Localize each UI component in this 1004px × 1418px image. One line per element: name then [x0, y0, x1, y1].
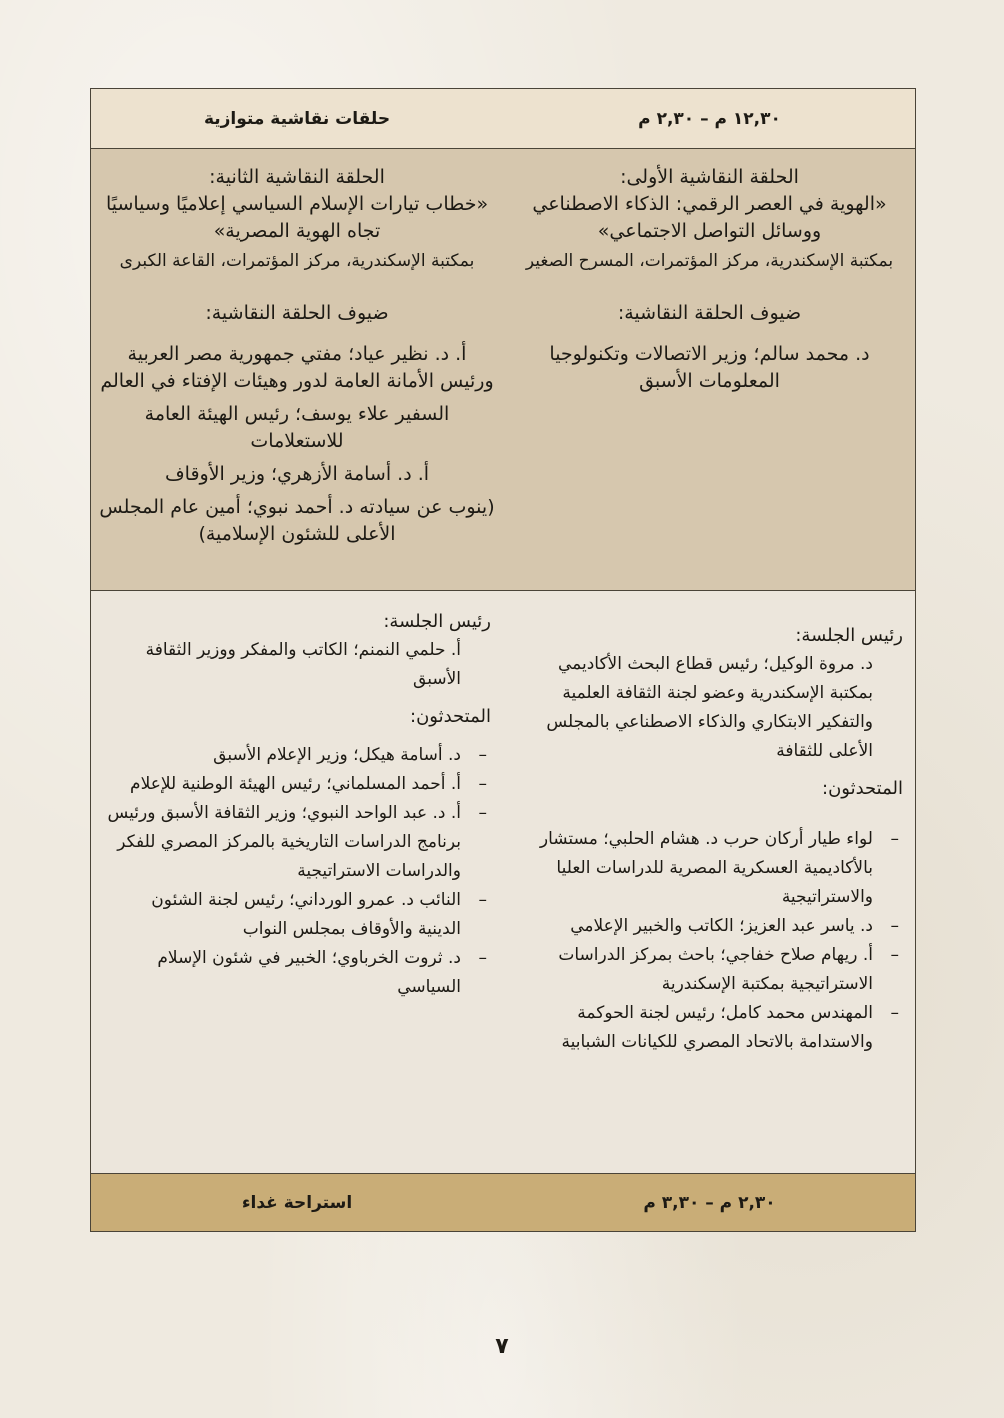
list-dash: – — [478, 948, 487, 968]
list-dash: – — [478, 774, 487, 794]
speaker-item — [516, 999, 903, 1057]
panel-first-guest-list — [512, 341, 907, 395]
panel-first — [504, 149, 915, 590]
speaker-item — [516, 941, 903, 999]
footer-time: ٢,٣٠ م – ٣,٣٠ م — [643, 1192, 776, 1213]
guest-item: أ. د. أسامة الأزهري؛ وزير الأوقاف — [164, 463, 430, 485]
guest-item: (ينوب عن سيادته د. أحمد نبوي؛ أمين عام المجلس الأعلى للشئون الإسلامية) — [99, 496, 495, 545]
panels-row — [91, 149, 915, 591]
panel-second-guests-title: ضيوف الحلقة النقاشية: — [205, 302, 389, 324]
panel-first-venue: بمكتبة الإسكندرية، مركز المؤتمرات، المسرح الصغير — [525, 251, 894, 271]
speaker-text: د. ياسر عبد العزيز؛ الكاتب والخبير الإعلامي — [570, 916, 873, 936]
session-first-chair-heading: رئيس الجلسة: — [795, 625, 903, 646]
list-dash: – — [890, 829, 899, 849]
footer-row — [91, 1174, 915, 1231]
panel-second-label: الحلقة النقاشية الثانية: — [209, 166, 385, 188]
panel-second — [91, 149, 503, 590]
session-first-chair: د. مروة الوكيل؛ رئيس قطاع البحث الأكاديمي بمكتبة الإسكندرية وعضو لجنة الثقافة العلمية والتفكير الابتكاري والذكاء الاصطناعي بالمجلس الأعلى للثقافة — [546, 654, 873, 761]
footer-title: استراحة غداء — [241, 1192, 353, 1213]
panel-second-topic: «خطاب تيارات الإسلام السياسي إعلاميًا وسياسيًا تجاه الهوية المصرية» — [105, 193, 489, 242]
speaker-item — [103, 741, 491, 770]
speaker-text: د. ثروت الخرباوي؛ الخبير في شئون الإسلام السياسي — [157, 948, 461, 997]
guest-item: د. محمد سالم؛ وزير الاتصالات وتكنولوجيا المعلومات الأسبق — [549, 343, 870, 392]
header-row — [91, 89, 915, 149]
panel-second-venue: بمكتبة الإسكندرية، مركز المؤتمرات، القاعة الكبرى — [119, 251, 475, 271]
speaker-item — [516, 912, 903, 941]
speaker-item — [516, 825, 903, 912]
guest-item: أ. د. نظير عياد؛ مفتي جمهورية مصر العربية ورئيس الأمانة العامة لدور وهيئات الإفتاء في العالم — [100, 343, 494, 392]
session-row — [91, 591, 915, 1174]
session-first — [504, 591, 915, 1173]
speaker-text: أ. د. عبد الواحد النبوي؛ وزير الثقافة الأسبق ورئيس برنامج الدراسات التاريخية بالمركز المصري للفكر والدراسات الاستراتيجية — [107, 803, 461, 881]
session-second-speakers — [103, 741, 491, 1002]
guest-item: السفير علاء يوسف؛ رئيس الهيئة العامة للاستعلامات — [144, 403, 450, 452]
list-dash: – — [890, 916, 899, 936]
speaker-text: النائب د. عمرو الورداني؛ رئيس لجنة الشئون الدينية والأوقاف بمجلس النواب — [151, 890, 461, 939]
panel-second-guest-list — [99, 341, 495, 548]
list-dash: – — [478, 803, 487, 823]
speaker-text: أ. ريهام صلاح خفاجي؛ باحث بمركز الدراسات الاستراتيجية بمكتبة الإسكندرية — [558, 945, 873, 994]
header-time: ١٢,٣٠ م – ٢,٣٠ م — [638, 108, 781, 129]
list-dash: – — [890, 1003, 899, 1023]
panel-first-label: الحلقة النقاشية الأولى: — [620, 166, 799, 188]
speaker-text: لواء طيار أركان حرب د. هشام الحلبي؛ مستشار بالأكاديمية العسكرية المصرية للدراسات العليا والاستراتيجية — [539, 829, 873, 907]
speaker-text: أ. أحمد المسلماني؛ رئيس الهيئة الوطنية للإعلام — [130, 774, 461, 794]
panel-first-guests-title: ضيوف الحلقة النقاشية: — [617, 302, 802, 324]
speaker-item — [103, 770, 491, 799]
page-number: ٧ — [495, 1334, 509, 1359]
list-dash: – — [478, 890, 487, 910]
session-second-chair-heading: رئيس الجلسة: — [383, 611, 491, 632]
session-second-speakers-heading: المتحدثون: — [410, 706, 491, 727]
speaker-item — [103, 886, 491, 944]
session-first-speakers-heading: المتحدثون: — [822, 778, 903, 799]
list-dash: – — [478, 745, 487, 765]
panel-first-topic: «الهوية في العصر الرقمي: الذكاء الاصطناعي ووسائل التواصل الاجتماعي» — [532, 193, 887, 242]
speaker-item — [103, 944, 491, 1002]
speaker-text: د. أسامة هيكل؛ وزير الإعلام الأسبق — [213, 745, 461, 765]
session-first-speakers — [516, 825, 903, 1057]
speaker-text: المهندس محمد كامل؛ رئيس لجنة الحوكمة والاستدامة بالاتحاد المصري للكيانات الشبابية — [561, 1003, 873, 1052]
session-second — [91, 591, 503, 1173]
session-second-chair: أ. حلمي النمنم؛ الكاتب والمفكر ووزير الثقافة الأسبق — [145, 640, 461, 689]
speaker-item — [103, 799, 491, 886]
list-dash: – — [890, 945, 899, 965]
header-title: حلقات نقاشية متوازية — [203, 108, 391, 129]
program-table — [90, 88, 916, 1232]
